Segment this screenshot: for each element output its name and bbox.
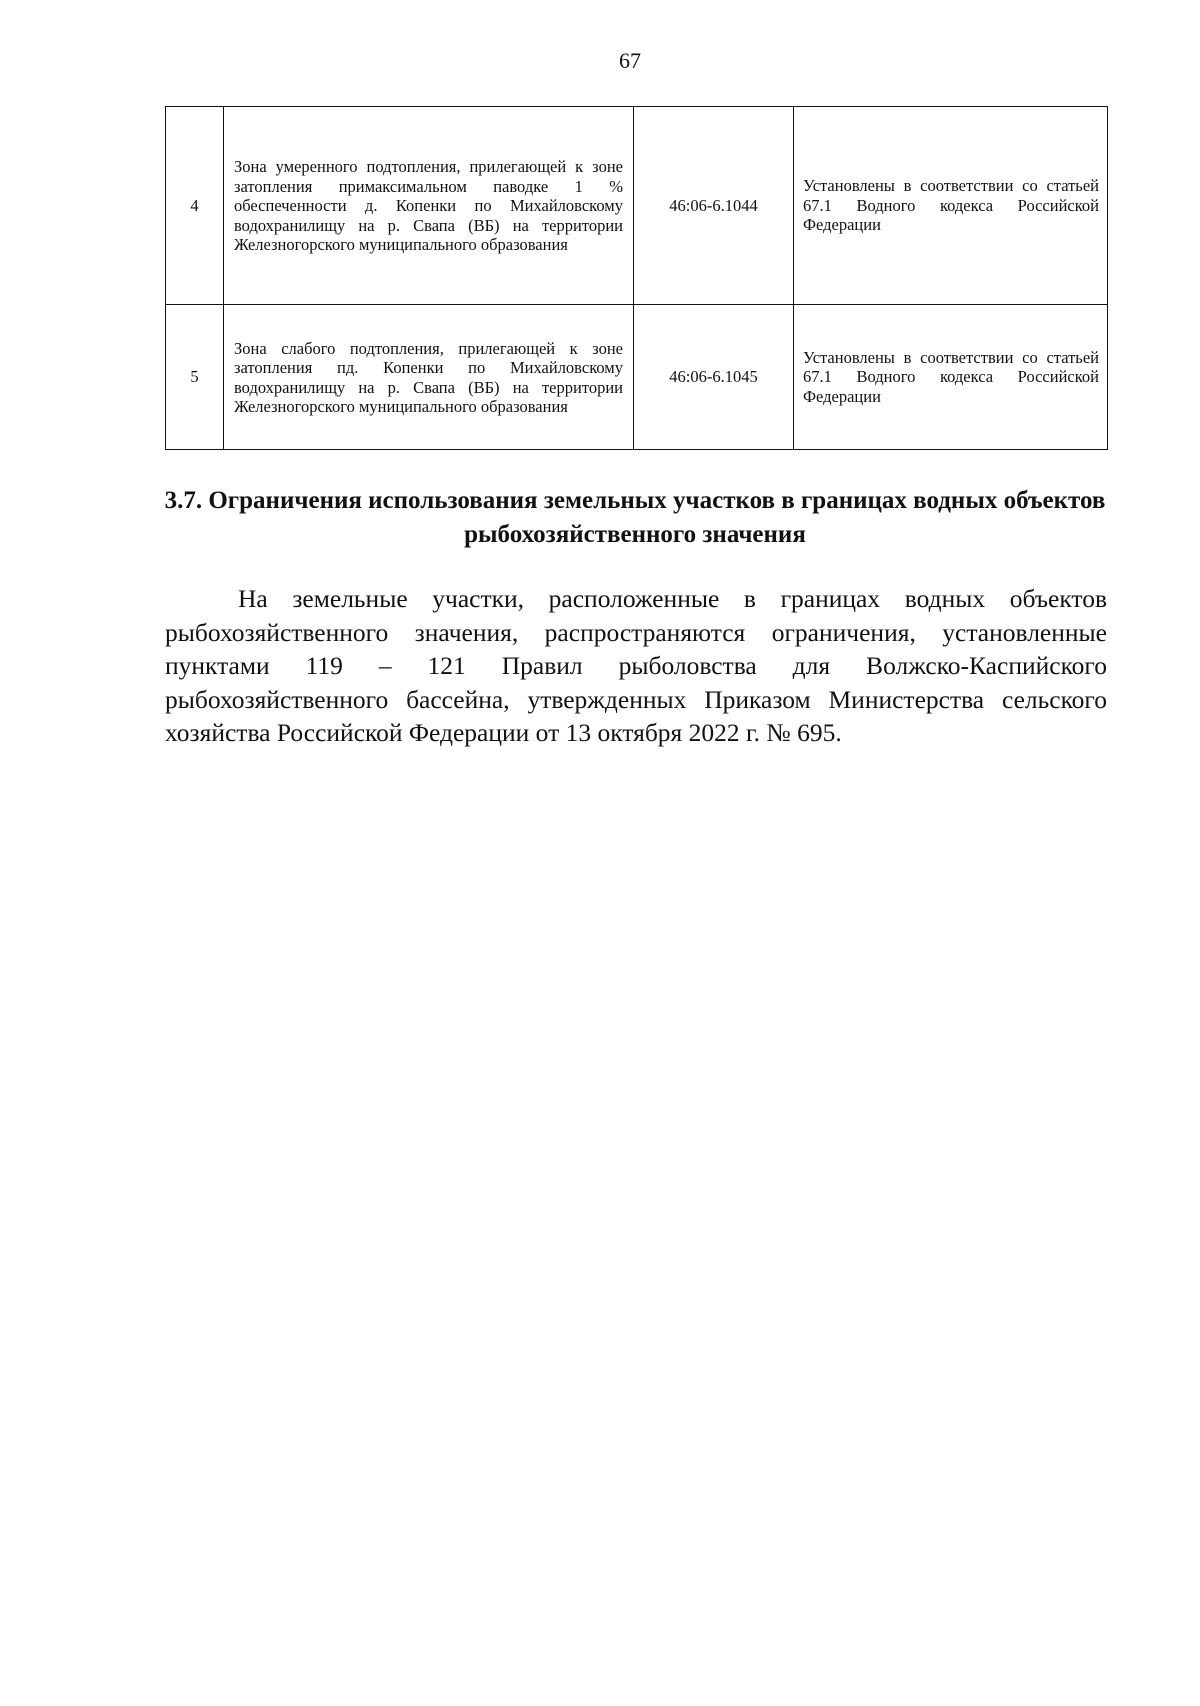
zone-description: Зона слабого подтопления, прилегающей к зоне затопления пд. Копенки по Михайловскому водохранилищу на р. Свапа (ВБ) на территории Железногорского муниципального образования bbox=[224, 305, 634, 450]
legal-basis: Установлены в соответствии со статьей 67.1 Водного кодекса Российской Федерации bbox=[794, 305, 1108, 450]
zone-description: Зона умеренного подтопления, прилегающей к зоне затопления примаксимальном паводке 1 % обеспеченности д. Копенки по Михайловскому водохранилищу на р. Свапа (ВБ) на территории Железногорского муниципального образования bbox=[224, 107, 634, 305]
table-row bbox=[166, 305, 1108, 450]
row-number: 4 bbox=[166, 107, 224, 305]
legal-basis: Установлены в соответствии со статьей 67.1 Водного кодекса Российской Федерации bbox=[794, 107, 1108, 305]
section-paragraph: На земельные участки, расположенные в границах водных объектов рыбохозяйственного значения, распространяются ограничения, установленные пунктами 119 – 121 Правил рыболовства для Волжско-Каспийского рыбохозяйственного бассейна, утвержденных Приказом Министерства сельского хозяйства Российской Федерации от 13 октября 2022 г. № 695. bbox=[165, 584, 1107, 747]
section-title: 3.7. Ограничения использования земельных участков в границах водных объектов рыбохозяйственного значения bbox=[164, 487, 1106, 548]
registry-code: 46:06-6.1045 bbox=[634, 305, 794, 450]
table-row bbox=[166, 107, 1108, 305]
registry-code: 46:06-6.1044 bbox=[634, 107, 794, 305]
page-number: 67 bbox=[619, 48, 641, 73]
row-number: 5 bbox=[166, 305, 224, 450]
zones-table bbox=[165, 106, 1108, 450]
